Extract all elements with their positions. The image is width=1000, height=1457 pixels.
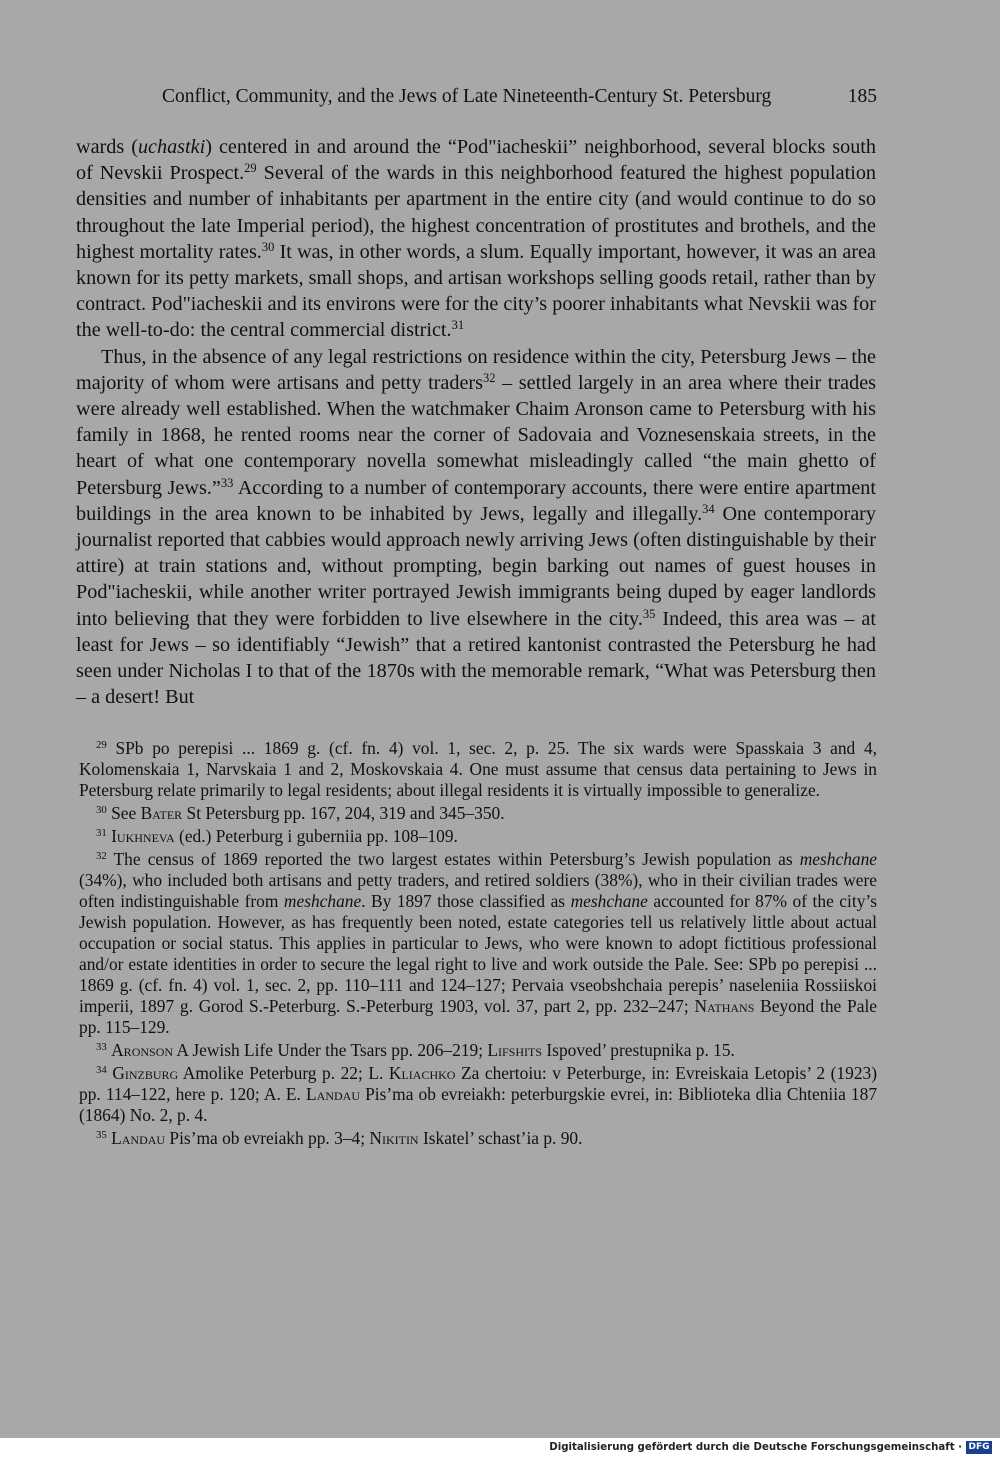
footnote-ref-30: 30 bbox=[261, 239, 275, 254]
footnote-30 bbox=[79, 803, 877, 824]
footnotes bbox=[79, 738, 877, 1149]
footnote-31 bbox=[79, 826, 877, 847]
footnote-ref-34: 34 bbox=[702, 501, 715, 516]
paragraph-1 bbox=[76, 134, 876, 344]
footnote-number: 33 bbox=[96, 1041, 107, 1054]
footnote-text: Pis’ma ob evreiakh pp. 3–4; bbox=[165, 1128, 370, 1148]
author-name: Aronson bbox=[111, 1040, 174, 1060]
footnote-ref-35: 35 bbox=[642, 606, 656, 621]
dfg-logo-icon: DFG bbox=[966, 1441, 992, 1454]
footnote-text: A Jewish Life Under the Tsars pp. 206–219; bbox=[173, 1040, 488, 1060]
author-name: Landau bbox=[306, 1084, 360, 1104]
footnote-text: accounted for 87% of the city’s Jewish population. However, as has frequently been noted, estate categories tell us relatively little about actual occupation or social status. This applies in particular to Jews, who were known to adopt fictitious professional and/or estate identities in order to secure the legal right to live and work outside the Pale. See: SPb po perepisi ... 1869 g. (cf. fn. 4) vol. 1, sec. 2, pp. 110–111 and 124–127; Pervaia vseobshchaia perepis’ naseleniia Rossiiskoi imperii, 1897 g. Gorod S.-Peterburg. S.-Peterburg 1903, vol. 37, part 2, pp. 232–247; bbox=[79, 891, 877, 1016]
footnote-ref-29: 29 bbox=[244, 161, 257, 176]
footnote-number: 32 bbox=[96, 850, 107, 863]
footnote-text: . By 1897 those classified as bbox=[361, 891, 571, 911]
italic-term: meshchane bbox=[799, 849, 877, 869]
text-run: ) centered in and around the “Pod"iacheskii” neighborhood, several blocks south of Nevskii Prospect. bbox=[76, 136, 876, 185]
text-run: According to a number of contemporary accounts, there were entire apartment buildings in the area known to be inhabited by Jews, legally and illegally. bbox=[76, 476, 877, 525]
body-text bbox=[76, 134, 876, 710]
footnote-text: (ed.) Peterburg i guberniia pp. 108–109. bbox=[174, 826, 458, 846]
footnote-text: The census of 1869 reported the two largest estates within Petersburg’s Jewish population as bbox=[106, 849, 800, 869]
footnote-33 bbox=[79, 1040, 877, 1061]
author-name: Nathans bbox=[694, 996, 755, 1016]
footnote-text: SPb po perepisi ... 1869 g. (cf. fn. 4) vol. 1, sec. 2, p. 25. The six wards were Spasskaia 3 and 4, Kolomenskaia 1, Narvskaia 1 and 2, Moskovskaia 4. One must assume that census data pertaining to Jews in Petersburg relate primarily to legal residents; about illegal residents it is virtually impossible to generalize. bbox=[79, 738, 877, 800]
italic-term: meshchane bbox=[283, 891, 362, 911]
footnote-number: 31 bbox=[96, 827, 107, 840]
italic-term: uchastki bbox=[137, 136, 206, 158]
text-run: Thus, in the absence of any legal restrictions on residence within the city, Petersburg Jews – the majority of whom were artisans and petty traders bbox=[76, 345, 876, 394]
footnote-ref-33: 33 bbox=[220, 475, 234, 490]
text-run: – settled largely in an area where their trades were already well established. When the watchmaker Chaim Aronson came to Petersburg with his family in 1868, he rented rooms near the corner of Sadovaia and Voznesenskaia streets, in the heart of what one contemporary novella somewhat misleadingly called “the main ghetto of Petersburg Jews.” bbox=[76, 371, 877, 499]
running-title: Conflict, Community, and the Jews of Late Nineteenth-Century St. Petersburg bbox=[162, 86, 772, 107]
digitization-note: Digitalisierung gefördert durch die Deutsche Forschungsgemeinschaft · bbox=[549, 1442, 962, 1453]
footnote-number: 35 bbox=[96, 1129, 107, 1142]
text-run: Several of the wards in this neighborhood featured the highest population densities and number of inhabitants per apartment in the entire city (and would continue to do so throughout the late Imperial period), the highest concentration of prostitutes and brothels, and the highest mortality rates. bbox=[76, 162, 877, 263]
footnote-32 bbox=[79, 849, 877, 1038]
footnote-text: (34%), who included both artisans and petty traders, and retired soldiers (38%), who in their civilian trades were often indistinguishable from bbox=[79, 870, 877, 911]
footnote-number: 34 bbox=[96, 1064, 107, 1077]
author-name: Ginzburg bbox=[112, 1063, 179, 1083]
footnote-text: Za chertoiu: v Peterburge, in: Evreiskaia Letopis’ 2 (1923) pp. 114–122, here p. 120; A. E. bbox=[79, 1063, 877, 1104]
author-name: Lifshits bbox=[487, 1040, 543, 1060]
author-name: Landau bbox=[111, 1128, 166, 1148]
author-name: Nikitin bbox=[369, 1128, 419, 1148]
footnote-ref-31: 31 bbox=[451, 318, 465, 333]
text-run: wards ( bbox=[76, 136, 138, 158]
footnote-text: See bbox=[106, 803, 141, 823]
author-name: Kliachko bbox=[388, 1063, 456, 1083]
italic-term: meshchane bbox=[570, 891, 648, 911]
footnote-35 bbox=[79, 1128, 877, 1149]
author-name: Iukhneva bbox=[111, 826, 175, 846]
footnote-ref-32: 32 bbox=[483, 370, 496, 385]
text-run: One contemporary journalist reported that cabbies would approach newly arriving Jews (often distinguishable by their attire) at train stations and, without prompting, begin barking out names of guest houses in Pod"iacheskii, while another writer portrayed Jewish immigrants being duped by eager landlords into believing that they were forbidden to live elsewhere in the city. bbox=[76, 502, 876, 630]
footnote-29 bbox=[79, 738, 877, 801]
footnote-number: 29 bbox=[96, 739, 107, 752]
footnote-text: Beyond the Pale pp. 115–129. bbox=[79, 996, 877, 1037]
footnote-text: St Petersburg pp. 167, 204, 319 and 345–350. bbox=[182, 803, 505, 823]
text-run: It was, in other words, a slum. Equally important, however, it was an area known for its petty markets, small shops, and artisan workshops selling goods retail, rather than by contract. Pod"iacheskii and its environs were for the city’s poorer inhabitants what Nevskii was for the well-to-do: the central commercial district. bbox=[76, 240, 876, 342]
footnote-34 bbox=[79, 1063, 877, 1126]
footnote-number: 30 bbox=[96, 804, 107, 817]
author-name: Bater bbox=[140, 803, 183, 823]
page-number: 185 bbox=[847, 86, 877, 107]
footnote-text: Iskatel’ schast’ia p. 90. bbox=[418, 1128, 583, 1148]
text-run: Indeed, this area was – at least for Jews – so identifiably “Jewish” that a retired kantonist contrasted the Petersburg he had seen under Nicholas I to that of the 1870s with the memorable remark, “What was Petersburg then – a desert! But bbox=[76, 607, 876, 709]
paragraph-2 bbox=[76, 344, 876, 711]
footnote-text: Amolike Peterburg p. 22; L. bbox=[178, 1063, 389, 1083]
footnote-text: Pis’ma ob evreiakh: peterburgskie evrei, in: Biblioteka dlia Chteniia 187 (1864) No. 2, p. 4. bbox=[79, 1084, 878, 1125]
footnote-text: Ispoved’ prestupnika p. 15. bbox=[542, 1040, 735, 1060]
